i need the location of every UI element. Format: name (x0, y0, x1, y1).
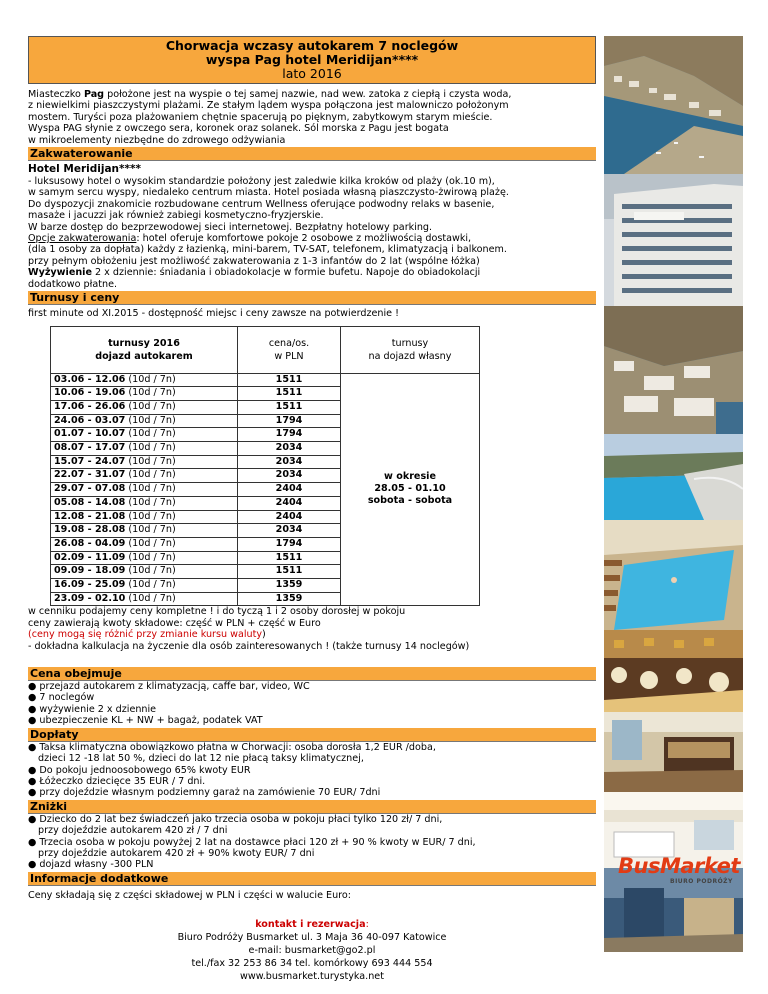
list-item: ● ubezpieczenie KL + NW + bagaż, podatek VAT (28, 715, 263, 727)
turnus-dates: 24.06 - 03.07 (10d / 7n) (51, 414, 238, 428)
turnus-price: 1794 (238, 428, 341, 442)
offer-document (28, 36, 596, 983)
turnus-price: 1359 (238, 579, 341, 593)
contact-block: kontakt i rezerwacja: Biuro Podróży Busmarket ul. 3 Maja 36 40-097 Katowice e-mail: busmarket@go2.pl tel./fax 32 253 86 34 tel. komórkowy 693 444 554 www.busmarket.turystyka.net (28, 918, 596, 983)
turnus-price: 2034 (238, 455, 341, 469)
turnus-dates: 08.07 - 17.07 (10d / 7n) (51, 442, 238, 456)
section-heading-info: Informacje dodatkowe (28, 872, 596, 886)
turnus-dates: 05.08 - 14.08 (10d / 7n) (51, 496, 238, 510)
turnus-dates: 16.09 - 25.09 (10d / 7n) (51, 579, 238, 593)
list-item: ● Trzecia osoba w pokoju powyżej 2 lat na dostawce płaci 120 zł + 90 % kwoty w EUR/ 7 dni, (28, 836, 476, 848)
list-item: przy dojeździe autokarem 420 zł + 90% kwoty EUR/ 7 dni (38, 847, 315, 859)
turnus-price: 2404 (238, 510, 341, 524)
logo-subtitle: BIURO PODRÓŻY (670, 878, 733, 885)
turnus-dates: 10.06 - 19.06 (10d / 7n) (51, 387, 238, 401)
table-note: w cenniku podajemy ceny kompletne ! i do tyczą 1 i 2 osoby dorosłej w pokoju (28, 606, 406, 618)
intro-line: mostem. Turyści poza plażowaniem chętnie spacerują po pięknym, zabytkowym starym mieście. (28, 111, 493, 123)
list-item: ● Łóżeczko dziecięce 35 EUR / 7 dni. (28, 775, 206, 787)
turnus-dates: 02.09 - 11.09 (10d / 7n) (51, 551, 238, 565)
list-item: ● Do pokoju jednoosobowego 65% kwoty EUR (28, 764, 251, 776)
section-heading-extra: Dopłaty (28, 728, 596, 742)
accommodation-line: W barze dostęp do bezprzewodowej sieci internetowej. Bezpłatny hotelowy parking. (28, 221, 433, 233)
col-header-price: cena/os. w PLN (238, 326, 341, 373)
turnus-price: 2034 (238, 524, 341, 538)
busmarket-logo (610, 852, 750, 892)
turnus-price: 2034 (238, 469, 341, 483)
hotel-room-photo (604, 712, 743, 792)
own-transport-period: w okresie 28.05 - 01.10 sobota - sobota (341, 373, 480, 606)
hotel-name: Hotel Meridijan**** (28, 163, 141, 176)
table-note: - dokładna kalkulacja na życzenie dla osób zainteresowanych ! (także turnusy 14 noclegów) (28, 640, 470, 652)
section-heading-turnusy: Turnusy i ceny (28, 291, 596, 305)
hotel-building-photo (604, 174, 743, 306)
accommodation-line: Do dyspozycji znakomicie rozbudowane centrum Wellness oferujące podwodny relaks w basenie, (28, 198, 495, 210)
turnus-price: 1359 (238, 592, 341, 606)
list-item: ● przejazd autokarem z klimatyzacją, caffe bar, video, WC (28, 681, 310, 693)
meals-line: dodatkowo płatne. (28, 278, 118, 290)
col-header-own: turnusy na dojazd własny (341, 326, 480, 373)
rooftop-pool-photo (604, 434, 743, 520)
accommodation-line: masaże i jacuzzi jak również zabiegi kosmetyczno-fryzjerskie. (28, 210, 324, 222)
turnusy-note: first minute od XI.2015 - dostępność miejsc i ceny zawsze na potwierdzenie ! (28, 308, 399, 320)
contact-address: Biuro Podróży Busmarket ul. 3 Maja 36 40-097 Katowice (177, 932, 447, 944)
title-line-3: lato 2016 (282, 66, 342, 81)
intro-line: Wyspa PAG słynie z owczego sera, koronek oraz solanek. Sól morska z Pagu jest bogata (28, 123, 449, 135)
turnus-price: 1511 (238, 400, 341, 414)
info-text: Ceny składają się z części składowej w PLN i części w walucie Euro: (28, 889, 352, 901)
title-line-1: Chorwacja wczasy autokarem 7 noclegów (165, 38, 459, 53)
intro-text (28, 89, 596, 146)
turnus-dates: 15.07 - 24.07 (10d / 7n) (51, 455, 238, 469)
turnus-dates: 26.08 - 04.09 (10d / 7n) (51, 537, 238, 551)
turnus-dates: 19.08 - 28.08 (10d / 7n) (51, 524, 238, 538)
aerial-photo (604, 306, 743, 434)
list-item: ● przy dojeździe własnym podziemny garaż na zamówienie 70 EUR/ 7dni (28, 787, 381, 799)
title-line-2: wyspa Pag hotel Meridijan**** (205, 52, 419, 67)
logo-wordmark: BusMarket (618, 854, 740, 878)
col-header-dates: turnusy 2016 dojazd autokarem (51, 326, 238, 373)
turnus-price: 1794 (238, 537, 341, 551)
turnus-price: 1511 (238, 373, 341, 387)
table-note: ceny zawierają kwoty składowe: część w PLN + część w Euro (28, 617, 321, 629)
list-item: ● wyżywienie 2 x dziennie (28, 703, 157, 715)
section-heading-accommodation: Zakwaterowanie (28, 147, 596, 161)
meals-line: Wyżywienie 2 x dziennie: śniadania i obiadokolacje w formie bufetu. Napoje do obiadokolacji (28, 267, 481, 279)
turnus-price: 1511 (238, 551, 341, 565)
contact-website[interactable]: www.busmarket.turystyka.net (240, 971, 384, 983)
contact-email[interactable]: e-mail: busmarket@go2.pl (248, 945, 376, 957)
accommodation-line: w samym sercu wyspy, niedaleko centrum miasta. Hotel posiada własną piaszczysto-żwirową plażę. (28, 187, 509, 199)
title-box (28, 36, 596, 84)
turnus-price: 1511 (238, 387, 341, 401)
turnus-dates: 03.06 - 12.06 (10d / 7n) (51, 373, 238, 387)
table-row (51, 373, 480, 387)
price-table (50, 326, 480, 607)
accommodation-line: - luksusowy hotel o wysokim standardzie położony jest zaledwie kilka kroków od plaży (ok.10 m), (28, 176, 495, 188)
turnus-price: 1511 (238, 565, 341, 579)
includes-list (28, 681, 596, 727)
list-item: ● Dziecko do 2 lat bez świadczeń jako trzecia osoba w pokoju płaci tylko 120 zł/ 7 dni, (28, 813, 443, 825)
harbour-photo (604, 36, 743, 174)
intro-line: w mikroelementy niezbędne do zdrowego odżywiania (28, 134, 286, 146)
intro-line: Miasteczko Pag położone jest na wyspie o tej samej nazwie, nad wew. zatoka z ciepłą i czysta woda, (28, 89, 512, 100)
turnus-dates: 01.07 - 10.07 (10d / 7n) (51, 428, 238, 442)
turnus-dates: 22.07 - 31.07 (10d / 7n) (51, 469, 238, 483)
turnus-price: 2034 (238, 442, 341, 456)
turnus-dates: 09.09 - 18.09 (10d / 7n) (51, 565, 238, 579)
restaurant-photo (604, 630, 743, 712)
extra-list (28, 742, 596, 799)
list-item: dzieci 12 -18 lat 50 %, dzieci do lat 12 nie płacą taksy klimatycznej, (38, 753, 364, 765)
options-line: Opcje zakwaterowania: hotel oferuje komfortowe pokoje 2 osobowe z możliwością dostawki, (28, 233, 472, 245)
contact-label: kontakt i rezerwacja (255, 919, 366, 931)
contact-phone: tel./fax 32 253 86 34 tel. komórkowy 693 444 554 (191, 958, 433, 970)
turnus-dates: 23.09 - 02.10 (10d / 7n) (51, 592, 238, 606)
turnus-price: 1794 (238, 414, 341, 428)
table-note: (ceny mogą się różnić przy zmianie kursu waluty) (28, 629, 266, 641)
list-item: ● Taksa klimatyczna obowiązkowo płatna w Chorwacji: osoba dorosła 1,2 EUR /doba, (28, 741, 436, 753)
turnus-price: 2404 (238, 483, 341, 497)
turnus-price: 2404 (238, 496, 341, 510)
section-heading-includes: Cena obejmuje (28, 667, 596, 681)
turnus-dates: 29.07 - 07.08 (10d / 7n) (51, 483, 238, 497)
options-line: (dla 1 osoby za dopłata) każdy z łazienką, mini-barem, TV-SAT, telefonem, klimatyzacją i balkonem. (28, 244, 507, 256)
list-item: ● 7 noclegów (28, 692, 95, 704)
turnus-dates: 12.08 - 21.08 (10d / 7n) (51, 510, 238, 524)
list-item: przy dojeździe autokarem 420 zł / 7 dni (38, 825, 228, 837)
indoor-pool-photo (604, 520, 743, 630)
list-item: ● dojazd własny -300 PLN (28, 859, 154, 871)
section-heading-discounts: Zniżki (28, 800, 596, 814)
options-line: przy pełnym obłożeniu jest możliwość zakwaterowania z 1-3 infantów do 2 lat (wspólne łóżka) (28, 255, 480, 267)
discounts-list (28, 814, 596, 871)
intro-line: z niewielkimi piaszczystymi plażami. Ze stałym lądem wyspa połączona jest malowniczo położonym (28, 100, 509, 112)
photo-column (604, 36, 743, 952)
turnus-dates: 17.06 - 26.06 (10d / 7n) (51, 400, 238, 414)
